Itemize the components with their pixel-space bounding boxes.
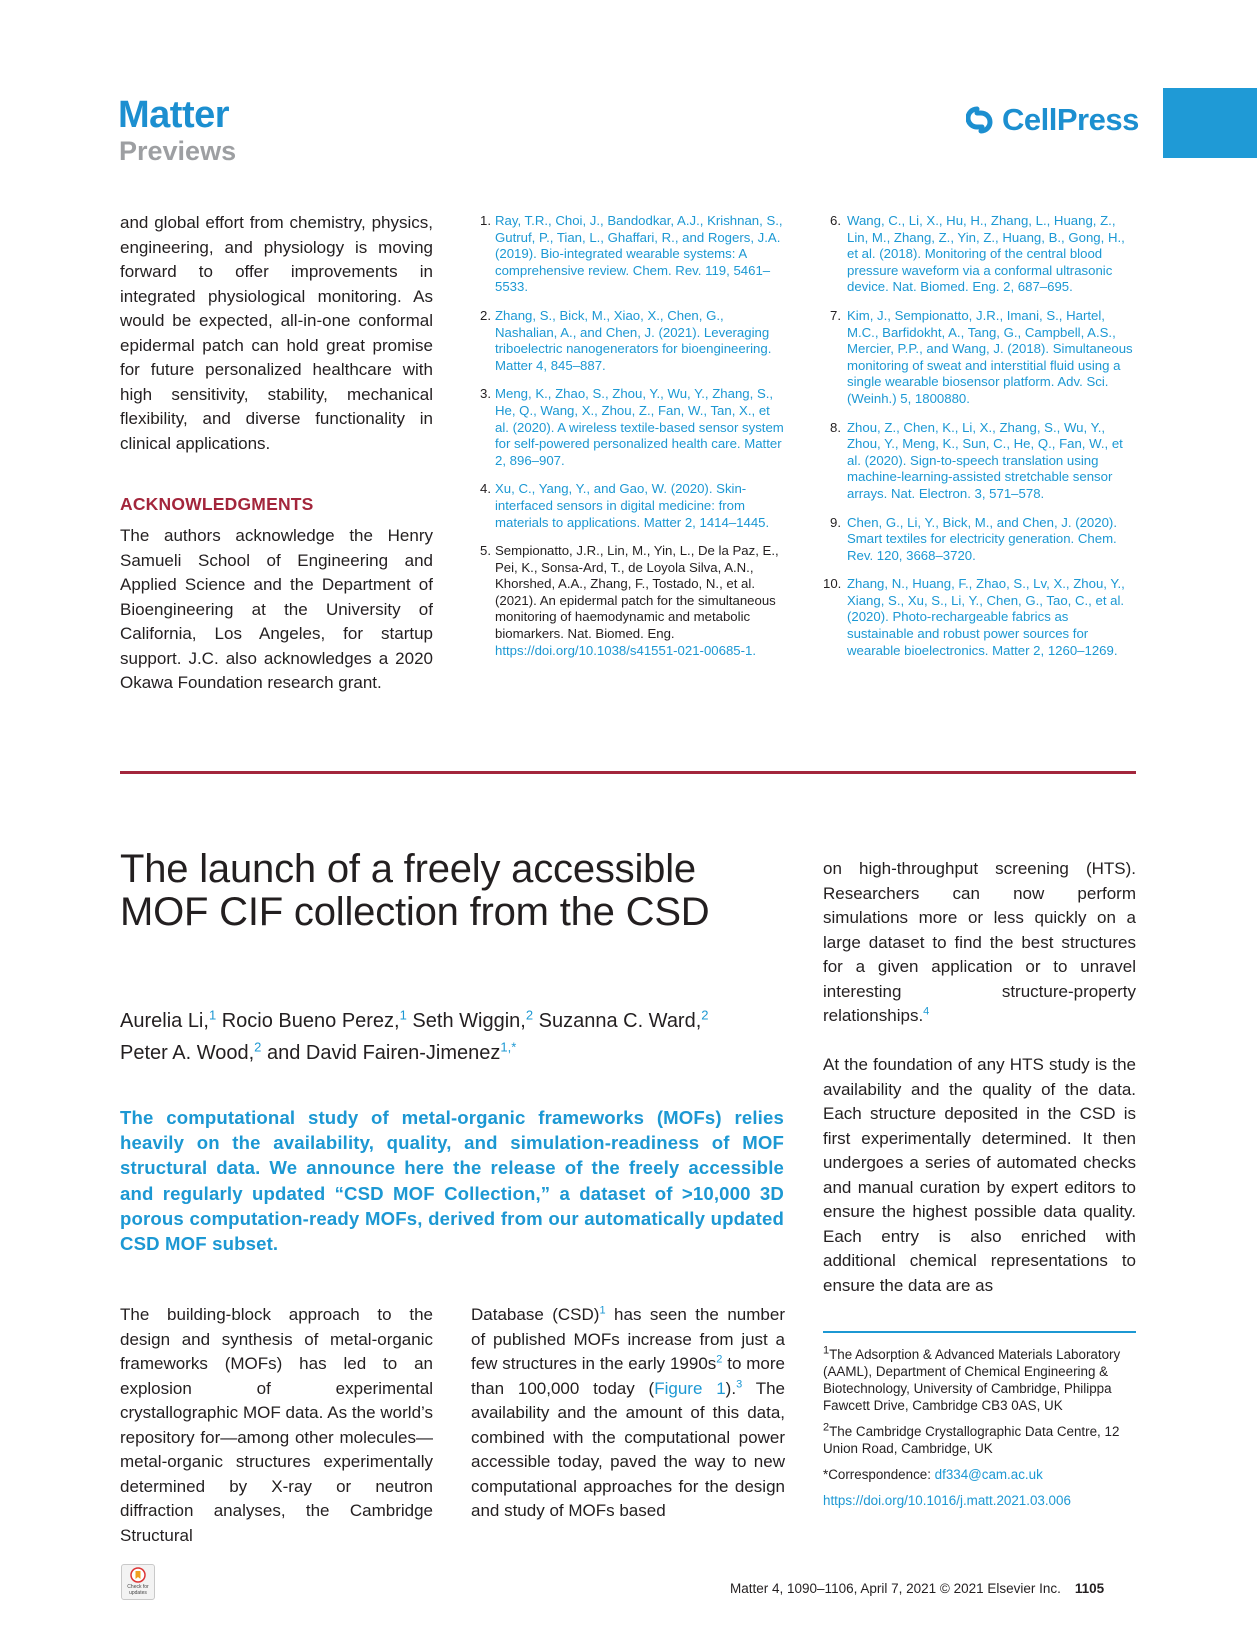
reference-item[interactable]	[477, 308, 785, 374]
publisher-name: CellPress	[1002, 102, 1139, 137]
citation-link[interactable]: 4	[923, 1005, 930, 1018]
reference-number: 4.	[480, 481, 491, 497]
previous-article-conclusion	[120, 211, 433, 456]
affiliation-1	[823, 1346, 1136, 1414]
reference-number: 8.	[830, 419, 841, 435]
body-paragraph	[823, 857, 1136, 1029]
author[interactable]	[221, 1007, 407, 1032]
author-affiliation-mark[interactable]: 2	[525, 1007, 534, 1023]
footer-citation: Matter 4, 1090–1106, April 7, 2021 © 2021 Elsevier Inc.	[730, 1581, 1061, 1596]
badge-label: Check for updates	[127, 1584, 149, 1596]
reference-number: 3.	[480, 386, 491, 402]
reference-number: 9.	[830, 514, 841, 530]
reference-text: Sempionatto, J.R., Lin, M., Yin, L., De la Paz, E., Pei, K., Sonsa-Ard, T., de Loyola Silva, A.N., Khorshed, A.A., Zhang, F., Tostado, N., et al. (2021). An epidermal patch for the simultaneous monitoring of haemodynamic and metabolic biomarkers. Nat. Biomed. Eng.	[495, 543, 779, 642]
article-doi-link[interactable]: https://doi.org/10.1016/j.matt.2021.03.006	[823, 1493, 1071, 1508]
figure-link[interactable]: Figure 1	[654, 1378, 726, 1398]
reference-text: Xu, C., Yang, Y., and Gao, W. (2020). Skin-interfaced sensors in digital medicine: from materials to applications. Matter 2, 1414–1445.	[495, 481, 770, 530]
article-abstract: The computational study of metal-organic frameworks (MOFs) relies heavily on the availability, quality, and simulation-readiness of MOF structural data. We announce here the release of the freely accessible and regularly updated “CSD MOF Collection,” a dataset of >10,000 3D porous computation-ready MOFs, derived from our automatically updated CSD MOF subset.	[120, 1107, 784, 1255]
body-column-3	[823, 857, 1136, 1298]
acknowledgments-text	[120, 524, 433, 696]
author-name: Suzanna C. Ward,	[538, 1010, 702, 1032]
author-list	[120, 1005, 800, 1069]
correspondence-label: *Correspondence:	[823, 1467, 935, 1482]
reference-item[interactable]	[823, 420, 1137, 503]
body-column-2	[471, 1303, 785, 1524]
author-affiliation-mark[interactable]: 1,*	[500, 1039, 517, 1055]
affiliation-divider	[823, 1331, 1136, 1333]
body-text-span: Database (CSD)	[471, 1305, 600, 1324]
reference-number: 5.	[480, 543, 491, 559]
reference-text: Zhang, S., Bick, M., Xiao, X., Chen, G., Nashalian, A., and Chen, J. (2021). Leveraging triboelectric nanogenerators for bioengineering. Matter 4, 845–887.	[495, 307, 772, 373]
author[interactable]	[412, 1007, 534, 1032]
body-text-span: ).	[725, 1378, 737, 1398]
citation-link[interactable]: 3	[736, 1377, 743, 1390]
section-divider	[120, 771, 1136, 774]
body-paragraph: At the foundation of any HTS study is the availability and the quality of the data. Each structure deposited in the CSD is first experimentally determined. It then undergoes a series of automated checks and manual curation by expert editors to ensure the highest possible data quality. Each entry is also enriched with additional chemical representations to ensure the data are as	[823, 1055, 1136, 1295]
references-list-2	[823, 213, 1137, 671]
reference-text: Zhou, Z., Chen, K., Li, X., Zhang, S., Wu, Y., Zhou, Y., Meng, K., Sun, C., He, Q., Fan, W., et al. (2020). Sign-to-speech translation using machine-learning-assisted stretchable sensor arrays. Nat. Electron. 3, 571–578.	[847, 419, 1123, 501]
reference-item[interactable]	[477, 386, 785, 469]
author-name: Peter A. Wood,	[120, 1042, 255, 1064]
author-affiliation-mark[interactable]: 2	[254, 1039, 262, 1055]
page-footer	[730, 1581, 1104, 1596]
body-text-span: to more than 100,000 today (	[471, 1354, 786, 1398]
affiliations	[823, 1346, 1136, 1518]
page-number: 1105	[1074, 1581, 1105, 1596]
reference-text: Wang, C., Li, X., Hu, H., Zhang, L., Huang, Z., Lin, M., Zhang, Z., Yin, Z., Huang, B., Gong, H., et al. (2018). Monitoring of the central blood pressure waveform via a conformal ultrasonic device. Nat. Biomed. Eng. 2, 687–695.	[847, 213, 1125, 295]
article-doi	[823, 1492, 1136, 1509]
cellpress-logo-icon	[966, 105, 998, 135]
journal-section: Previews	[119, 136, 237, 166]
publisher-logo[interactable]	[966, 104, 1139, 135]
reference-item[interactable]	[477, 481, 785, 531]
body-paragraph: The building-block approach to the design and synthesis of metal-organic frameworks (MOFs) has led to an explosion of experimental crystallographic MOF data. As the world’s repository for—among other molecules—metal-organic structures experimentally determined by X-ray or neutron diffraction analyses, the Cambridge Structural	[120, 1305, 433, 1545]
correspondence-email-link[interactable]: df334@cam.ac.uk	[934, 1467, 1043, 1482]
affiliation-mark: 1	[823, 1344, 830, 1357]
body-text-span: on high-throughput screening (HTS). Researchers can now perform simulations more or less quickly on a large dataset to find the best structures for a given application or to unravel interesting structure-property relationships.	[823, 859, 1136, 1025]
reference-text: Meng, K., Zhao, S., Zhou, Y., Wu, Y., Zhang, S., He, Q., Wang, X., Zhou, Z., Fan, W., Tan, X., et al. (2020). A wireless textile-based sensor system for self-powered personalized health care. Matter 2, 896–907.	[495, 386, 784, 468]
reference-item[interactable]	[823, 213, 1137, 296]
reference-number: 7.	[830, 307, 841, 323]
citation-link[interactable]: 1	[599, 1304, 606, 1317]
citation-link[interactable]: 2	[716, 1353, 723, 1366]
reference-item[interactable]	[823, 308, 1137, 408]
author-affiliation-mark[interactable]: 2	[701, 1007, 709, 1023]
reference-doi-link[interactable]: https://doi.org/10.1038/s41551-021-00685-1.	[495, 642, 757, 658]
author-affiliation-mark[interactable]: 1	[208, 1007, 217, 1023]
reference-number: 6.	[830, 213, 841, 228]
article-title: The launch of a freely accessible MOF CIF collection from the CSD	[120, 847, 710, 934]
author[interactable]	[120, 1007, 217, 1032]
reference-text: Ray, T.R., Choi, J., Bandodkar, A.J., Krishnan, S., Gutruf, P., Tian, L., Ghaffari, R., and Rogers, J.A. (2019). Bio-integrated wearable systems: A comprehensive review. Chem. Rev. 119, 5461–5533.	[495, 213, 783, 295]
bookmark-icon	[130, 1567, 146, 1583]
acknowledgments-paragraph: The authors acknowledge the Henry Samueli School of Engineering and Applied Science and the Department of Bioengineering at the University of California, Los Angeles, for startup support. J.C. also acknowledges a 2020 Okawa Foundation research grant.	[120, 526, 433, 692]
reference-item[interactable]	[477, 213, 785, 296]
journal-title: Matter	[118, 94, 230, 136]
author-name: and David Fairen-Jimenez	[266, 1042, 501, 1064]
section-tab	[1163, 88, 1257, 158]
author[interactable]	[266, 1039, 517, 1064]
body-paragraph	[471, 1303, 785, 1524]
reference-number: 1.	[480, 213, 491, 228]
reference-item	[477, 543, 785, 659]
affiliation-mark: 2	[823, 1421, 830, 1434]
reference-text: Zhang, N., Huang, F., Zhao, S., Lv, X., Zhou, Y., Xiang, S., Xu, S., Li, Y., Chen, G., Tao, C., et al. (2020). Photo-rechargeable fabrics as sustainable and robust power sources for wearable bioelectronics. Matter 2, 1260–1269.	[847, 576, 1125, 658]
affiliation-text: The Cambridge Crystallographic Data Centre, 12 Union Road, Cambridge, UK	[823, 1424, 1120, 1456]
correspondence	[823, 1466, 1136, 1483]
author[interactable]	[120, 1039, 262, 1064]
body-column-1	[120, 1303, 433, 1548]
reference-text: Chen, G., Li, Y., Bick, M., and Chen, J. (2020). Smart textiles for electricity generation. Chem. Rev. 120, 3668–3720.	[847, 514, 1117, 563]
conclusion-paragraph: and global effort from chemistry, physics, engineering, and physiology is moving forward to offer improvements in integrated physiological monitoring. As would be expected, all-in-one conformal epidermal patch can hold great promise for future personalized healthcare with high sensitivity, stability, mechanical flexibility, and diverse functionality in clinical applications.	[120, 213, 433, 453]
body-text-span: The availability and the amount of this data, combined with the computational power accessible today, paved the way to new computational approaches for the design and study of MOFs based	[471, 1378, 785, 1520]
author-affiliation-mark[interactable]: 1	[399, 1007, 407, 1023]
check-for-updates-badge[interactable]	[121, 1564, 155, 1600]
reference-item[interactable]	[823, 515, 1137, 565]
reference-item[interactable]	[823, 576, 1137, 659]
author-name: Aurelia Li,	[120, 1010, 209, 1032]
author[interactable]	[538, 1007, 709, 1032]
reference-number: 2.	[480, 307, 491, 323]
acknowledgments-heading: ACKNOWLEDGMENTS	[120, 494, 314, 514]
reference-text: Kim, J., Sempionatto, J.R., Imani, S., Hartel, M.C., Barfidokht, A., Tang, G., Campbell, A.S., Mercier, P.P., and Wang, J. (2018). Simultaneous monitoring of sweat and interstitial fluid using a single wearable biosensor platform. Adv. Sci. (Weinh.) 5, 1800880.	[847, 307, 1133, 406]
references-list-1	[477, 213, 785, 671]
reference-number: 10.	[823, 576, 842, 592]
author-name: Rocio Bueno Perez,	[221, 1010, 400, 1032]
body-text-span: has seen the number of published MOFs increase from just a few structures in the early 1990s	[471, 1305, 785, 1373]
affiliation-2	[823, 1423, 1136, 1457]
author-name: Seth Wiggin,	[412, 1010, 526, 1032]
affiliation-text: The Adsorption & Advanced Materials Laboratory (AAML), Department of Chemical Engineering & Biotechnology, University of Cambridge, Philippa Fawcett Drive, Cambridge CB3 0AS, UK	[823, 1347, 1121, 1413]
